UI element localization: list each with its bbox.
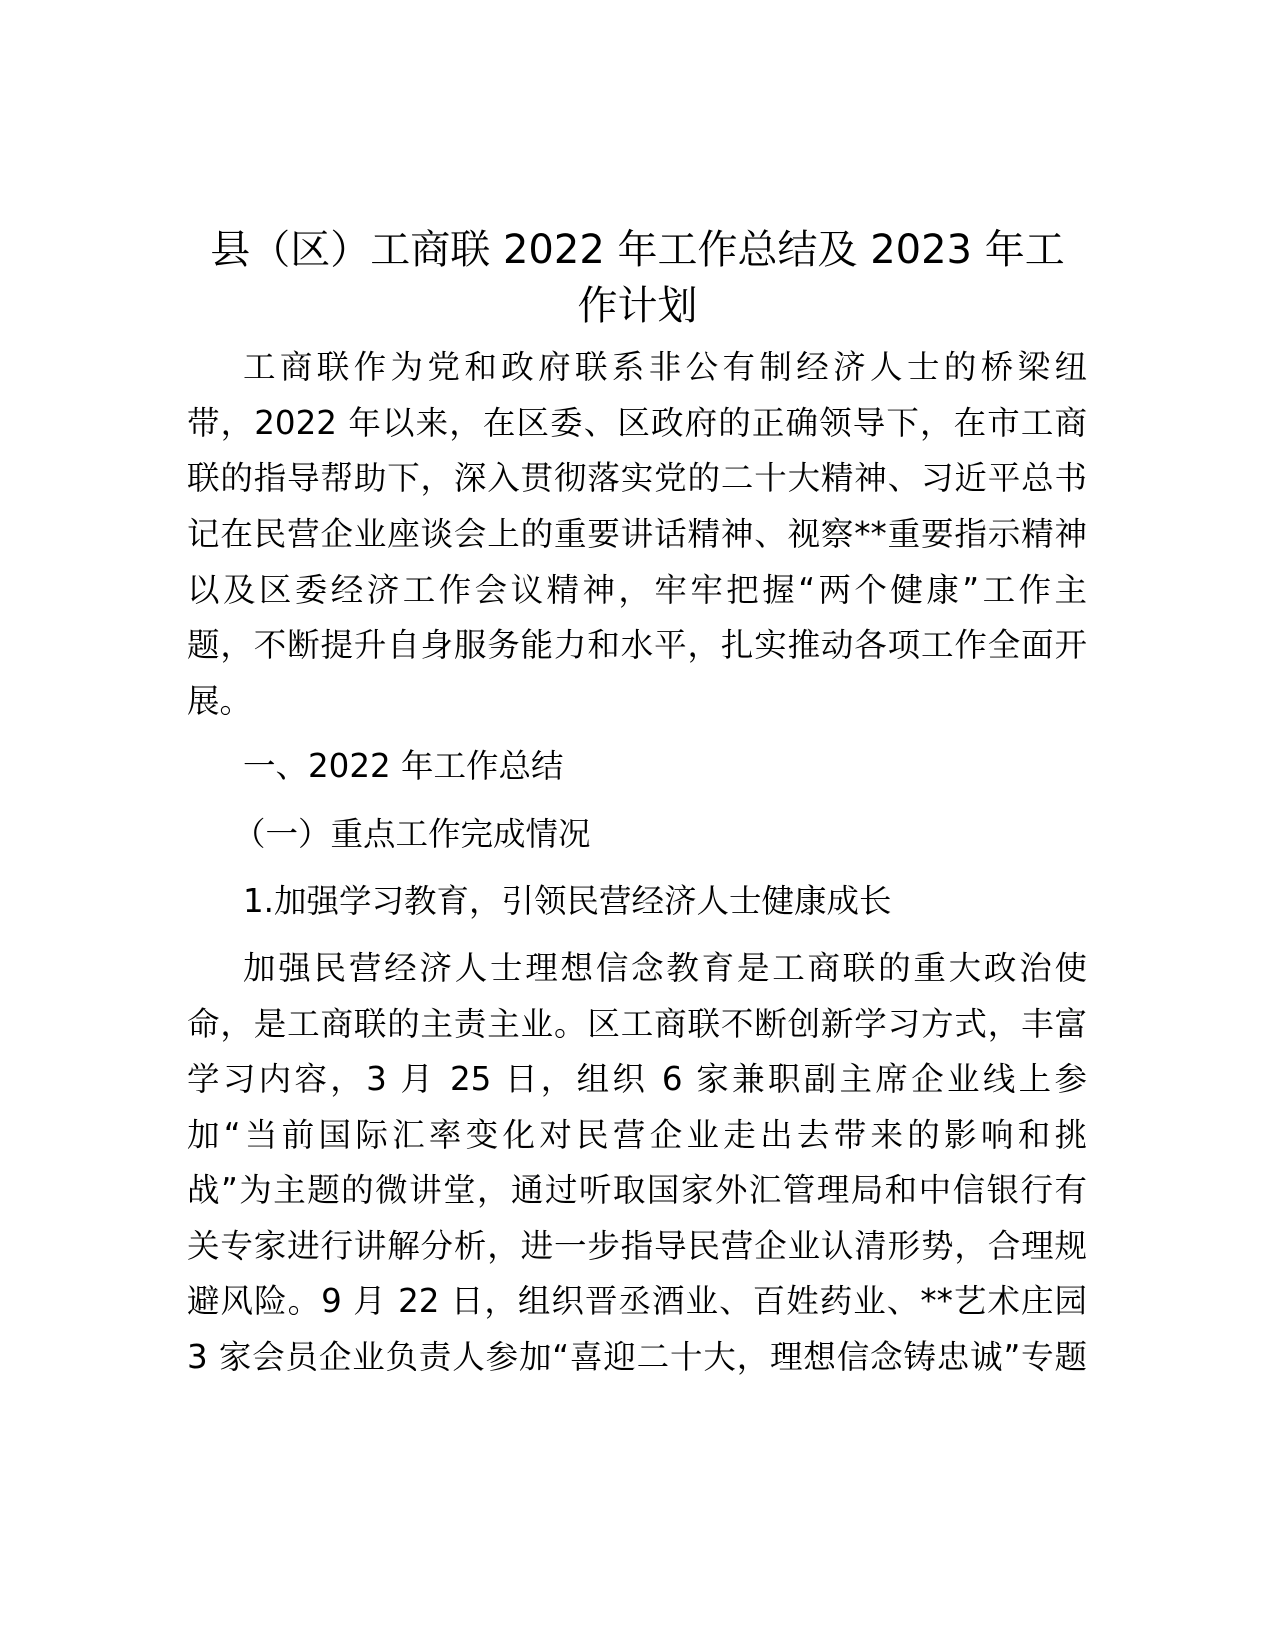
section-heading-1: 一、2022 年工作总结 bbox=[243, 747, 564, 785]
intro-line-5: 以及区委经济工作会议精神，牢牢把握“两个健康”工作主 bbox=[187, 571, 1087, 609]
intro-line-7: 展。 bbox=[187, 682, 253, 720]
body-line-6: 关专家进行讲解分析，进一步指导民营企业认清形势，合理规 bbox=[187, 1227, 1087, 1265]
body-line-4: 加“当前国际汇率变化对民营企业走出去带来的影响和挑 bbox=[187, 1116, 1087, 1154]
body-line-1: 加强民营经济人士理想信念教育是工商联的重大政治使 bbox=[243, 949, 1087, 987]
subsection-heading: （一）重点工作完成情况 bbox=[233, 815, 591, 853]
body-line-2: 命，是工商联的主责主业。区工商联不断创新学习方式，丰富 bbox=[187, 1005, 1087, 1043]
intro-line-4: 记在民营企业座谈会上的重要讲话精神、视察**重要指示精神 bbox=[187, 515, 1087, 553]
intro-line-1: 工商联作为党和政府联系非公有制经济人士的桥梁纽 bbox=[243, 348, 1087, 386]
intro-line-3: 联的指导帮助下，深入贯彻落实党的二十大精神、习近平总书 bbox=[187, 459, 1087, 497]
intro-line-6: 题，不断提升自身服务能力和水平，扎实推动各项工作全面开 bbox=[187, 626, 1087, 664]
body-line-3: 学习内容，3 月 25 日，组织 6 家兼职副主席企业线上参 bbox=[187, 1060, 1087, 1098]
body-line-8: 3 家会员企业负责人参加“喜迎二十大，理想信念铸忠诚”专题 bbox=[187, 1338, 1087, 1376]
title-line-2: 作计划 bbox=[577, 283, 698, 329]
intro-line-2: 带，2022 年以来，在区委、区政府的正确领导下，在市工商 bbox=[187, 404, 1087, 442]
document-title bbox=[170, 222, 1105, 334]
body-line-7: 避风险。9 月 22 日，组织晋丞酒业、百姓药业、**艺术庄园 bbox=[187, 1282, 1087, 1320]
title-line-1: 县（区）工商联 2022 年工作总结及 2023 年工 bbox=[210, 227, 1065, 273]
item-heading-1: 1.加强学习教育，引领民营经济人士健康成长 bbox=[243, 882, 892, 920]
body-line-5: 战”为主题的微讲堂，通过听取国家外汇管理局和中信银行有 bbox=[187, 1171, 1087, 1209]
